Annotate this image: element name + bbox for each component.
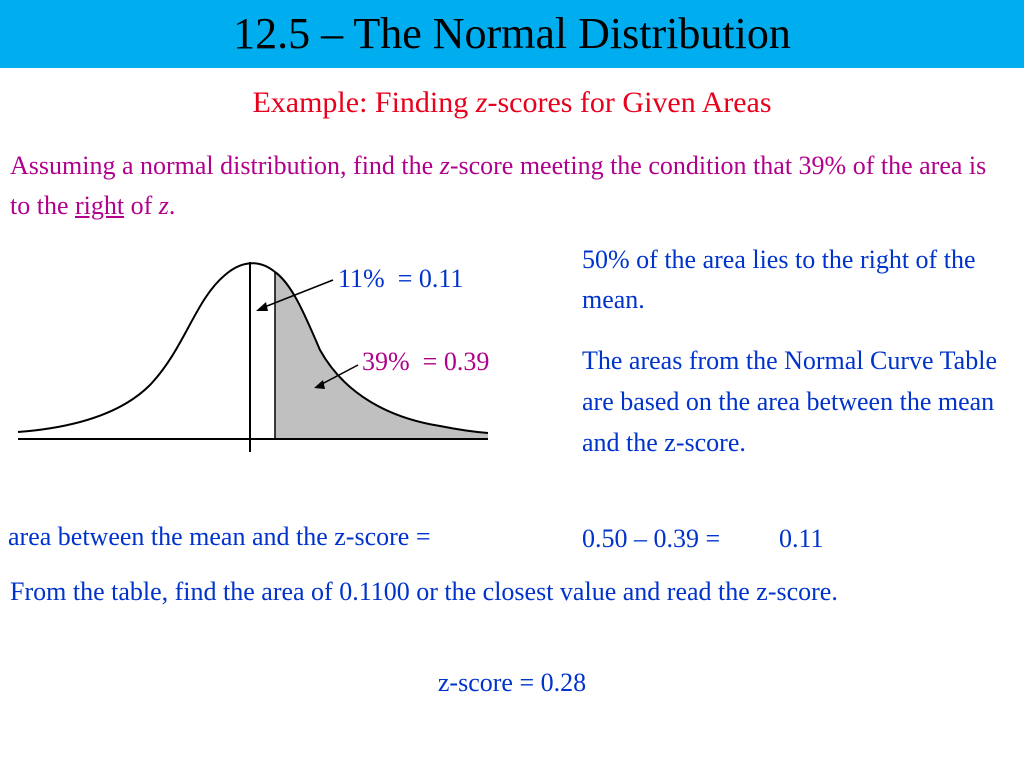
label-11-percent (338, 262, 463, 296)
subtitle-prefix: Example: Finding (252, 86, 476, 119)
arrow-11-head (256, 302, 268, 311)
calc-label: area between the mean and the z-score = (8, 522, 431, 551)
problem-part-4: . (168, 191, 176, 220)
note-table: The areas from the Normal Curve Table are based on the area between the mean and the z-score. (582, 346, 997, 457)
label-39-decimal: = 0.39 (422, 347, 490, 376)
subtitle-variable: z (475, 86, 488, 119)
calc-expression: 0.50 – 0.39 = (582, 524, 721, 553)
problem-part-3: of (124, 191, 159, 220)
problem-part-2: -score meeting the condition that 39% of the area is to the (10, 151, 987, 220)
problem-underlined-word: right (75, 191, 125, 220)
label-11-decimal: = 0.11 (397, 264, 464, 293)
problem-statement (10, 146, 1010, 226)
slide-title: 12.5 – The Normal Distribution (233, 9, 791, 58)
problem-variable-1: z (439, 151, 450, 180)
problem-variable-2: z (158, 191, 169, 220)
calc-result: 0.11 (779, 524, 824, 553)
slide-subtitle (0, 83, 1024, 123)
problem-part-1: Assuming a normal distribution, find the (10, 151, 440, 180)
label-39-percent (362, 345, 489, 379)
label-39-percent-text: 39% (362, 347, 410, 376)
z-score-result: z-score = 0.28 (437, 668, 587, 697)
note-mean: 50% of the area lies to the right of the mean. (582, 245, 976, 314)
label-11-percent-text: 11% (338, 264, 385, 293)
from-table-instruction: From the table, find the area of 0.1100 or the closest value and read the z-score. (10, 577, 838, 606)
subtitle-suffix: -scores for Given Areas (487, 86, 772, 119)
